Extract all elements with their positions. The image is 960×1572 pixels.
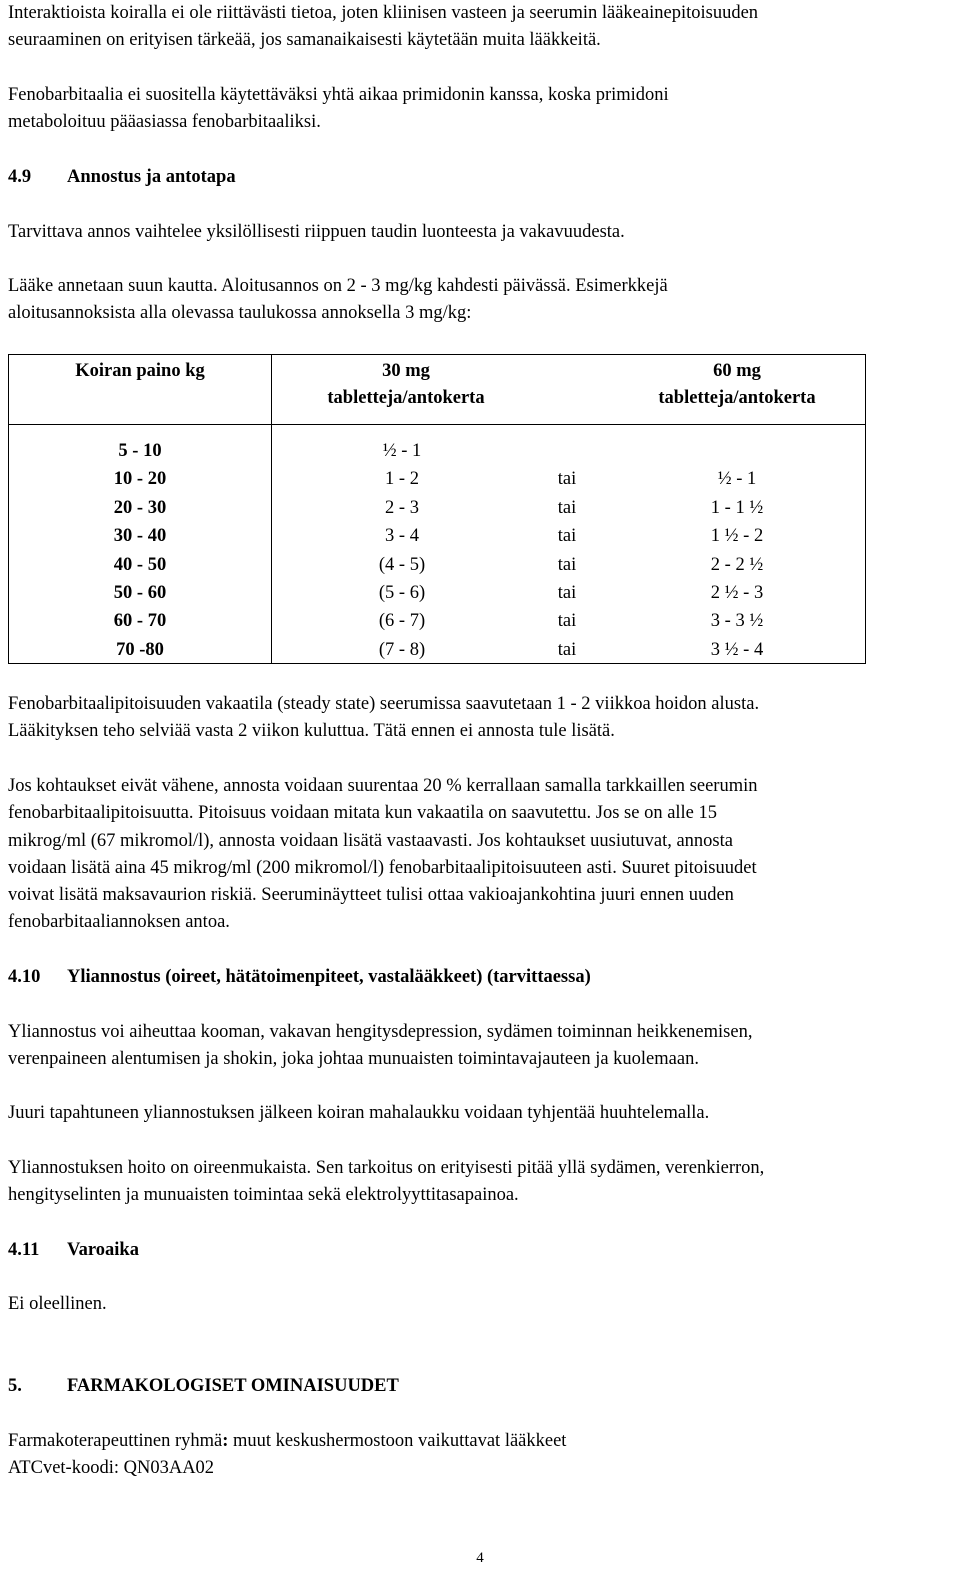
table-row [9,522,865,550]
cell-30mg: (5 - 6) [378,583,426,603]
overdose-paragraph-1: Yliannostus voi aiheuttaa kooman, vakavan hengitysdepression, sydämen toiminnan heikkenemisen, verenpaineen alentumisen ja shokin, joka johtaa munuaisten toimintavajauteen ja kuolemaan. [8,1022,753,1070]
table-row [9,494,865,522]
cell-weight: 20 - 30 [113,497,167,518]
cell-60mg: 1 ½ - 2 [710,526,764,547]
table-header-weight: Koiran paino kg [75,361,205,381]
steady-state-paragraph: Fenobarbitaalipitoisuuden vakaatila (steady state) seerumissa saavutetaan 1 - 2 viikkoa hoidon alusta. Lääkityksen teho selviää vasta 2 viikon kuluttua. Tätä ennen ei annosta tule lisätä. [8,694,760,742]
cell-or: tai [557,469,577,490]
section-4-9-paragraph-1: Tarvittava annos vaihtelee yksilöllisesti riippuen taudin luonteesta ja vakavuudesta. [8,222,625,242]
cell-60mg: 3 ½ - 4 [710,639,764,660]
section-heading-4-10 [8,964,960,991]
cell-60mg: ½ - 1 [717,469,757,490]
cell-30mg: (7 - 8) [378,639,426,660]
cell-weight: 40 - 50 [113,554,167,575]
section-4-9-paragraph-2: Lääke annetaan suun kautta. Aloitusannos on 2 - 3 mg/kg kahdesti päivässä. Esimerkkejä aloitusannoksista alla olevassa taulukossa annoksella 3 mg/kg: [8,276,668,324]
table-row [9,607,865,635]
cell-weight: 70 -80 [116,639,164,660]
cell-weight: 5 - 10 [118,441,162,461]
cell-or: tai [557,497,577,518]
table-row [9,465,865,493]
cell-weight: 30 - 40 [113,526,167,547]
dosing-table [8,354,866,664]
cell-weight: 60 - 70 [113,611,167,632]
section-number: 5. [8,1376,22,1396]
table-header-30mg: 30 mg tabletteja/antokerta [327,361,485,409]
table-row [9,551,865,579]
cell-30mg: 3 - 4 [385,526,419,547]
section-heading-5 [8,1373,960,1400]
table-row [9,437,865,465]
cell-or: tai [557,554,577,575]
cell-weight: 10 - 20 [113,469,167,490]
atc-code: ATCvet-koodi: QN03AA02 [8,1458,215,1479]
cell-30mg: 1 - 2 [385,469,419,490]
cell-or: tai [557,583,577,603]
section-title: Yliannostus (oireet, hätätoimenpiteet, vastalääkkeet) (tarvittaessa) [67,967,591,987]
section-number: 4.10 [8,967,41,987]
withdrawal-paragraph: Ei oleellinen. [8,1294,107,1314]
cell-weight: 50 - 60 [113,583,167,603]
cell-60mg: 1 - 1 ½ [710,497,764,518]
cell-or: tai [557,611,577,632]
section-heading-4-9 [8,164,960,191]
cell-or: tai [557,639,577,660]
cell-60mg: 2 - 2 ½ [710,554,764,575]
section-number: 4.9 [8,167,32,187]
cell-30mg: ½ - 1 [382,441,422,461]
overdose-paragraph-3: Yliannostuksen hoito on oireenmukaista. Sen tarkoitus on erityisesti pitää yllä sydämen, verenkierron, hengityselinten ja munuaisten toimintaa sekä elektrolyyttitasapainoa. [8,1158,765,1206]
table-header-60mg: 60 mg tabletteja/antokerta [658,361,816,409]
section-heading-4-11 [8,1237,960,1264]
section-number: 4.11 [8,1240,40,1260]
overdose-paragraph-2: Juuri tapahtuneen yliannostuksen jälkeen koiran mahalaukku voidaan tyhjentää huuhtelemalla. [8,1103,710,1123]
cell-or: tai [557,526,577,547]
cell-60mg: 2 ½ - 3 [710,583,764,603]
intro-paragraph-2: Fenobarbitaalia ei suositella käytettäväksi yhtä aikaa primidonin kanssa, koska primidoni metaboloituu pääasiassa fenobarbitaaliksi. [8,85,669,133]
table-row [9,636,865,664]
intro-paragraph-1: Interaktioista koiralla ei ole riittävästi tietoa, joten kliinisen vasteen ja seerumin lääkeainepitoisuuden seuraaminen on erityisen tärkeää, jos samanaikaisesti käytetään muita lääkkeitä. [8,3,759,51]
pharmacotherapeutic-group: Farmakoterapeuttinen ryhmä: muut keskushermostoon vaikuttavat lääkkeet ATCvet-koodi: QN03AA02 [8,1428,960,1483]
cell-30mg: (4 - 5) [378,554,426,575]
cell-60mg: 3 - 3 ½ [710,611,764,632]
page-number: 4 [476,1550,484,1566]
cell-30mg: (6 - 7) [378,611,426,632]
cell-30mg: 2 - 3 [385,497,419,518]
table-header-divider [9,424,865,425]
dose-adjustment-paragraph: Jos kohtaukset eivät vähene, annosta voidaan suurentaa 20 % kerrallaan samalla tarkkaillen seerumin fenobarbitaalipitoisuutta. Pitoisuus voidaan mitata kun vakaatila on saavutettu. Jos se on alle 15 mikrog/ml (67 mikromol/l), annosta voidaan lisätä vastaavasti. Jos kohtaukset uusiutuvat, annosta voidaan lisätä aina 45 mikrog/ml (200 mikromol/l) fenobarbitaalipitoisuuteen asti. Suuret pitoisuudet voivat lisätä maksavaurion riskiä. Seeruminäytteet tulisi ottaa vakioajankohtina juuri ennen uuden fenobarbitaaliannoksen antoa. [8,776,758,933]
table-row [9,579,865,607]
section-title: Annostus ja antotapa [67,167,236,187]
section-title: FARMAKOLOGISET OMINAISUUDET [67,1376,399,1396]
section-title: Varoaika [67,1240,139,1260]
